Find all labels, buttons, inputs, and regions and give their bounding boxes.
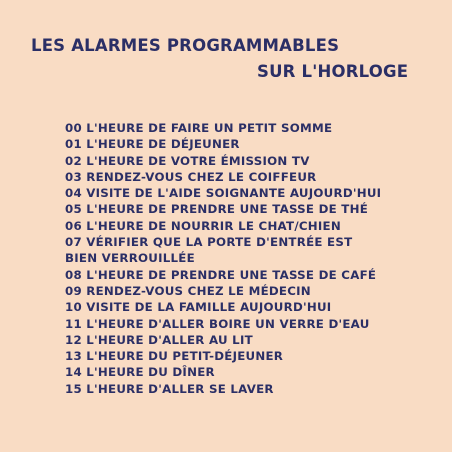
alarm-item-02: 02 L'HEURE DE VOTRE ÉMISSION TV (65, 153, 310, 168)
alarm-item-07 (65, 234, 405, 267)
alarm-item-05: 05 L'HEURE DE PRENDRE UNE TASSE DE THÉ (65, 202, 369, 217)
alarm-item-12: 12 L'HEURE D'ALLER AU LIT (65, 332, 253, 347)
alarm-item-13: 13 L'HEURE DU PETIT-DÉJEUNER (65, 349, 284, 364)
alarm-item-15: 15 L'HEURE D'ALLER SE LAVER (65, 381, 274, 396)
page-title-line-1: LES ALARMES PROGRAMMABLES (31, 36, 340, 55)
alarm-item-07-line-1: 07 VÉRIFIER QUE LA PORTE D'ENTRÉE EST (65, 235, 353, 250)
alarm-item-07-line-2: BIEN VERROUILLÉE (65, 251, 195, 266)
page-title-line-2: SUR L'HORLOGE (257, 62, 409, 81)
alarm-item-04: 04 VISITE DE L'AIDE SOIGNANTE AUJOURD'HUI (65, 186, 382, 201)
alarm-item-10: 10 VISITE DE LA FAMILLE AUJOURD'HUI (65, 300, 332, 315)
alarm-item-08: 08 L'HEURE DE PRENDRE UNE TASSE DE CAFÉ (65, 267, 377, 282)
alarm-item-01: 01 L'HEURE DE DÉJEUNER (65, 137, 240, 152)
alarm-item-06: 06 L'HEURE DE NOURRIR LE CHAT/CHIEN (65, 218, 341, 233)
alarm-item-00: 00 L'HEURE DE FAIRE UN PETIT SOMME (65, 121, 333, 135)
alarm-list (65, 120, 405, 397)
alarm-item-03: 03 RENDEZ-VOUS CHEZ LE COIFFEUR (65, 169, 317, 184)
alarm-item-09: 09 RENDEZ-VOUS CHEZ LE MÉDECIN (65, 283, 311, 298)
alarm-item-11: 11 L'HEURE D'ALLER BOIRE UN VERRE D'EAU (65, 316, 370, 331)
alarm-item-14: 14 L'HEURE DU DÎNER (65, 365, 215, 380)
